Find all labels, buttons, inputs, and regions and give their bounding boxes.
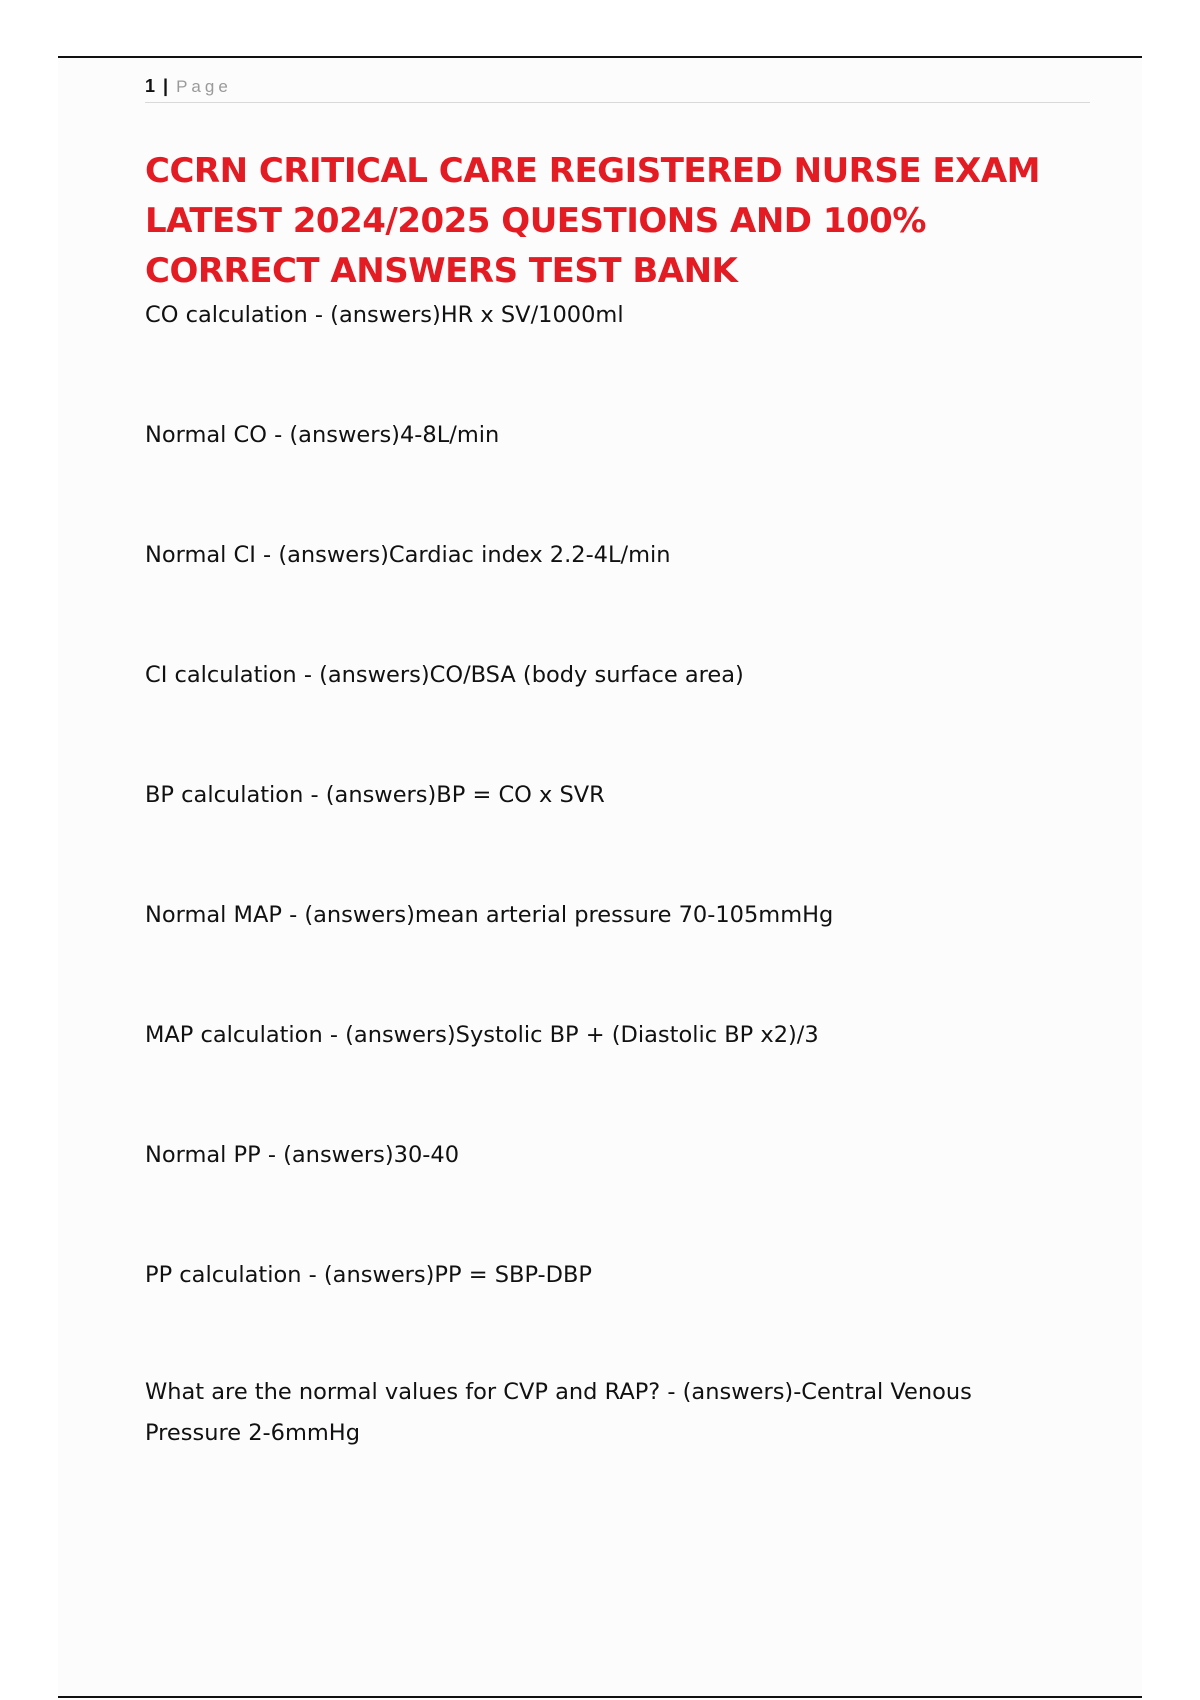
qa-item: BP calculation - (answers)BP = CO x SVR — [145, 782, 605, 808]
page-number: 1 — [145, 76, 156, 96]
page-header — [145, 74, 1090, 103]
page-separator: | — [163, 76, 169, 96]
qa-item: MAP calculation - (answers)Systolic BP + (Diastolic BP x2)/3 — [145, 1022, 819, 1048]
qa-item: CO calculation - (answers)HR x SV/1000ml — [145, 302, 624, 328]
qa-item: CI calculation - (answers)CO/BSA (body surface area) — [145, 662, 744, 688]
qa-item: Normal MAP - (answers)mean arterial pressure 70-105mmHg — [145, 902, 834, 928]
top-border-line — [58, 56, 1142, 58]
bottom-border-line — [58, 1696, 1142, 1698]
qa-item: Normal CI - (answers)Cardiac index 2.2-4L/min — [145, 542, 671, 568]
qa-item: PP calculation - (answers)PP = SBP-DBP — [145, 1262, 592, 1288]
page-label: Page — [176, 77, 232, 96]
qa-item: Normal PP - (answers)30-40 — [145, 1142, 460, 1168]
qa-item: What are the normal values for CVP and RAP? - (answers)-Central Venous Pressure 2-6mmHg — [145, 1379, 972, 1446]
qa-item: Normal CO - (answers)4-8L/min — [145, 422, 500, 448]
document-title: CCRN CRITICAL CARE REGISTERED NURSE EXAM LATEST 2024/2025 QUESTIONS AND 100% CORRECT ANSWERS TEST BANK — [145, 151, 1040, 291]
